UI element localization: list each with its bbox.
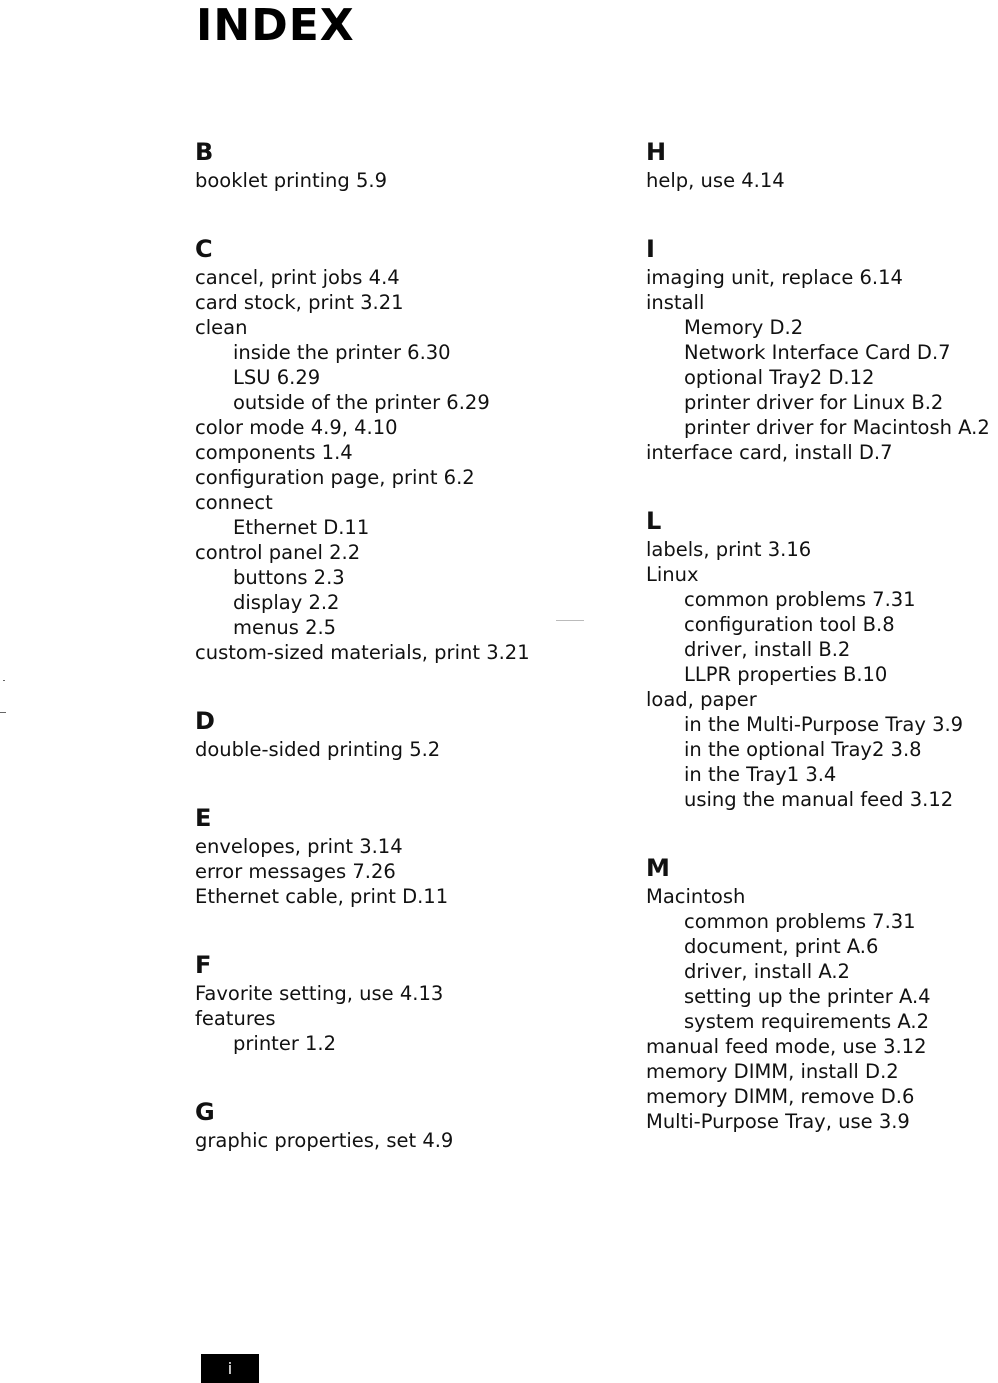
page-title: INDEX: [196, 0, 355, 51]
index-entry: connect: [195, 491, 273, 514]
index-subentry: Network Interface Card D.7: [684, 341, 951, 364]
index-section-e: [195, 802, 555, 909]
index-subentry: configuration tool B.8: [684, 613, 895, 636]
section-letter: H: [646, 138, 667, 166]
index-subentry: in the optional Tray2 3.8: [684, 738, 922, 761]
index-section-l: [646, 505, 996, 812]
index-section-c: [195, 233, 555, 665]
index-entry: error messages 7.26: [195, 860, 396, 883]
index-entry: control panel 2.2: [195, 541, 361, 564]
index-column-left: [195, 136, 555, 1193]
index-subentry: setting up the printer A.4: [684, 985, 931, 1008]
index-entry: help, use 4.14: [646, 169, 785, 192]
section-letter: F: [195, 951, 212, 979]
section-letter: I: [646, 235, 655, 263]
index-subentry: driver, install B.2: [684, 638, 851, 661]
index-entry: imaging unit, replace 6.14: [646, 266, 903, 289]
section-letter: G: [195, 1098, 215, 1126]
index-subentry: outside of the printer 6.29: [233, 391, 490, 414]
index-section-m: [646, 852, 996, 1134]
section-letter: M: [646, 854, 670, 882]
index-entry: clean: [195, 316, 248, 339]
index-entry: Ethernet cable, print D.11: [195, 885, 449, 908]
index-subentry: printer 1.2: [233, 1032, 337, 1055]
index-entry: Multi-Purpose Tray, use 3.9: [646, 1110, 910, 1133]
index-subentry: using the manual feed 3.12: [684, 788, 954, 811]
index-section-f: [195, 949, 555, 1056]
index-subentry: driver, install A.2: [684, 960, 850, 983]
index-subentry: menus 2.5: [233, 616, 337, 639]
index-subentry: Ethernet D.11: [233, 516, 370, 539]
index-subentry: display 2.2: [233, 591, 340, 614]
index-entry: Favorite setting, use 4.13: [195, 982, 444, 1005]
index-subentry: document, print A.6: [684, 935, 879, 958]
index-subentry: common problems 7.31: [684, 910, 916, 933]
index-entry: custom-sized materials, print 3.21: [195, 641, 530, 664]
index-section-i: [646, 233, 996, 465]
index-entry: load, paper: [646, 688, 757, 711]
index-entry: features: [195, 1007, 276, 1030]
index-section-d: [195, 705, 555, 762]
index-subentry: buttons 2.3: [233, 566, 345, 589]
index-entry: components 1.4: [195, 441, 353, 464]
index-subentry: Memory D.2: [684, 316, 804, 339]
index-subentry: in the Multi-Purpose Tray 3.9: [684, 713, 964, 736]
index-entry: labels, print 3.16: [646, 538, 812, 561]
index-subentry: printer driver for Linux B.2: [684, 391, 944, 414]
index-entry: double-sided printing 5.2: [195, 738, 441, 761]
index-entry: memory DIMM, install D.2: [646, 1060, 899, 1083]
section-letter: D: [195, 707, 215, 735]
scan-artifact: [3, 680, 5, 681]
index-entry: manual feed mode, use 3.12: [646, 1035, 927, 1058]
index-subentry: LLPR properties B.10: [684, 663, 888, 686]
index-entry: install: [646, 291, 705, 314]
index-entry: graphic properties, set 4.9: [195, 1129, 454, 1152]
section-letter: C: [195, 235, 213, 263]
scan-artifact: [0, 712, 6, 713]
index-entry: cancel, print jobs 4.4: [195, 266, 400, 289]
index-entry: envelopes, print 3.14: [195, 835, 403, 858]
index-entry: interface card, install D.7: [646, 441, 893, 464]
section-letter: L: [646, 507, 662, 535]
index-column-right: [646, 136, 996, 1174]
index-section-b: [195, 136, 555, 193]
index-subentry: LSU 6.29: [233, 366, 321, 389]
index-section-g: [195, 1096, 555, 1153]
index-section-h: [646, 136, 996, 193]
index-subentry: system requirements A.2: [684, 1010, 929, 1033]
index-entry: Linux: [646, 563, 699, 586]
section-letter: B: [195, 138, 214, 166]
scan-artifact: [556, 620, 584, 621]
index-entry: memory DIMM, remove D.6: [646, 1085, 915, 1108]
index-entry: card stock, print 3.21: [195, 291, 404, 314]
index-subentry: optional Tray2 D.12: [684, 366, 875, 389]
index-subentry: in the Tray1 3.4: [684, 763, 837, 786]
page-number-badge: i: [201, 1354, 259, 1383]
index-subentry: printer driver for Macintosh A.2: [684, 416, 990, 439]
index-subentry: inside the printer 6.30: [233, 341, 451, 364]
index-entry: booklet printing 5.9: [195, 169, 387, 192]
index-subentry: common problems 7.31: [684, 588, 916, 611]
index-entry: Macintosh: [646, 885, 746, 908]
section-letter: E: [195, 804, 212, 832]
index-entry: color mode 4.9, 4.10: [195, 416, 398, 439]
index-entry: configuration page, print 6.2: [195, 466, 475, 489]
